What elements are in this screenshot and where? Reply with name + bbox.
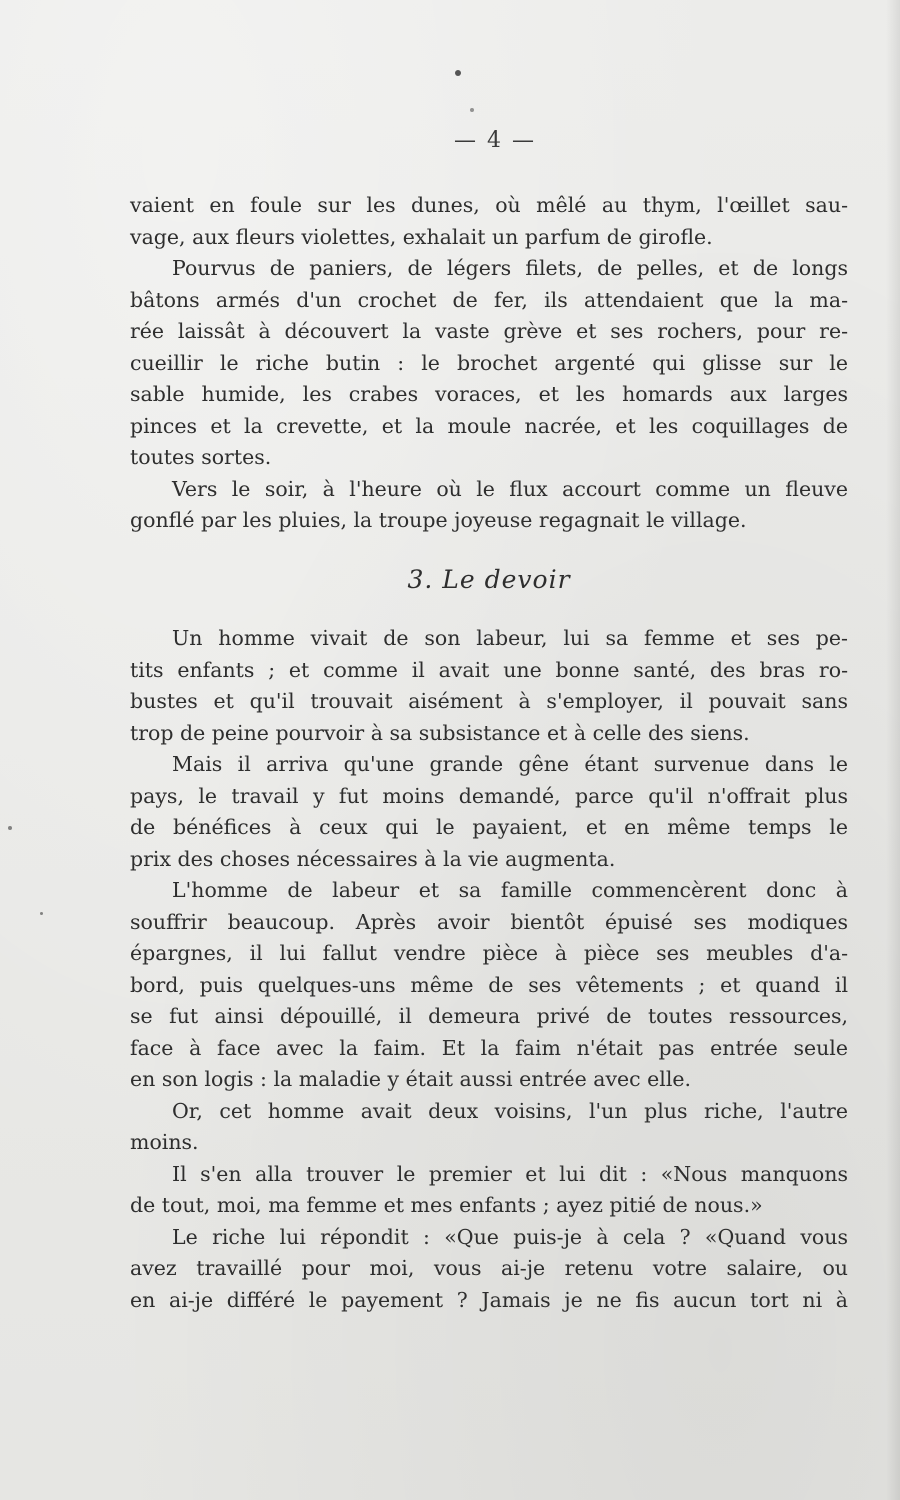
text-line: rée laissât à découvert la vaste grève et ses rochers, pour re- bbox=[130, 319, 848, 343]
text-line: bustes et qu'il trouvait aisément à s'employer, il pouvait sans bbox=[130, 689, 848, 713]
paragraph bbox=[130, 875, 848, 1096]
text-line: Il s'en alla trouver le premier et lui dit : «Nous manquons bbox=[172, 1161, 848, 1186]
text-line: en ai-je différé le payement ? Jamais je ne fis aucun tort ni à bbox=[130, 1287, 848, 1312]
text-line: en son logis : la maladie y était aussi entrée avec elle. bbox=[130, 1067, 692, 1091]
ink-speck bbox=[455, 70, 461, 76]
text-line: trop de peine pourvoir à sa subsistance et à celle des siens. bbox=[130, 720, 750, 745]
ink-speck bbox=[8, 826, 12, 830]
text-line: souffrir beaucoup. Après avoir bientôt épuisé ses modiques bbox=[130, 909, 848, 934]
text-line: se fut ainsi dépouillé, il demeura privé de toutes ressources, bbox=[130, 1004, 848, 1028]
paragraph bbox=[130, 1096, 848, 1159]
text-line: face à face avec la faim. Et la faim n'était pas entrée seule bbox=[130, 1035, 848, 1060]
text-line: de bénéfices à ceux qui le payaient, et en même temps le bbox=[130, 815, 848, 839]
text-line: L'homme de labeur et sa famille commencèrent donc à bbox=[172, 878, 848, 902]
text-line: gonflé par les pluies, la troupe joyeuse regagnait le village. bbox=[130, 508, 747, 532]
paragraph bbox=[130, 253, 848, 474]
paragraph bbox=[130, 623, 848, 749]
ink-speck bbox=[40, 912, 43, 915]
paragraph bbox=[130, 1159, 848, 1222]
page-number: — 4 — bbox=[454, 128, 536, 153]
paragraph bbox=[130, 1222, 848, 1317]
body-text bbox=[130, 190, 848, 1316]
text-line: Or, cet homme avait deux voisins, l'un plus riche, l'autre bbox=[172, 1098, 848, 1123]
text-line: cueillir le riche butin : le brochet argenté qui glisse sur le bbox=[130, 350, 848, 375]
text-line: bord, puis quelques-uns même de ses vêtements ; et quand il bbox=[130, 972, 848, 997]
paragraph bbox=[130, 190, 848, 253]
text-line: avez travaillé pour moi, vous ai-je retenu votre salaire, ou bbox=[130, 1256, 848, 1280]
text-line: tits enfants ; et comme il avait une bonne santé, des bras ro- bbox=[130, 657, 848, 682]
text-line: vage, aux fleurs violettes, exhalait un parfum de girofle. bbox=[130, 224, 713, 249]
text-line: épargnes, il lui fallut vendre pièce à pièce ses meubles d'a- bbox=[130, 941, 848, 965]
text-line: prix des choses nécessaires à la vie augmenta. bbox=[130, 846, 616, 871]
text-line: sable humide, les crabes voraces, et les homards aux larges bbox=[130, 382, 848, 406]
paragraphs-bottom bbox=[130, 623, 848, 1316]
text-line: de tout, moi, ma femme et mes enfants ; ayez pitié de nous.» bbox=[130, 1193, 763, 1217]
text-line: pinces et la crevette, et la moule nacrée, et les coquillages de bbox=[130, 413, 848, 438]
page-edge-shadow bbox=[886, 0, 900, 1500]
paragraph bbox=[130, 474, 848, 537]
section-title: 3. Le devoir bbox=[407, 564, 571, 594]
paragraphs-top bbox=[130, 190, 848, 537]
text-line: Pourvus de paniers, de légers filets, de pelles, et de longs bbox=[172, 256, 848, 280]
text-line: moins. bbox=[130, 1130, 199, 1154]
text-line: Un homme vivait de son labeur, lui sa femme et ses pe- bbox=[172, 626, 848, 650]
ink-speck bbox=[470, 108, 474, 112]
text-line: bâtons armés d'un crochet de fer, ils attendaient que la ma- bbox=[130, 287, 848, 312]
text-line: toutes sortes. bbox=[130, 445, 272, 469]
text-line: pays, le travail y fut moins demandé, parce qu'il n'offrait plus bbox=[130, 783, 848, 808]
paragraph bbox=[130, 749, 848, 875]
text-line: Le riche lui répondit : «Que puis-je à cela ? «Quand vous bbox=[172, 1224, 848, 1249]
text-line: Vers le soir, à l'heure où le flux accourt comme un fleuve bbox=[172, 476, 848, 501]
text-line: vaient en foule sur les dunes, où mêlé au thym, l'œillet sau- bbox=[130, 193, 848, 217]
text-line: Mais il arriva qu'une grande gêne étant survenue dans le bbox=[172, 752, 848, 776]
